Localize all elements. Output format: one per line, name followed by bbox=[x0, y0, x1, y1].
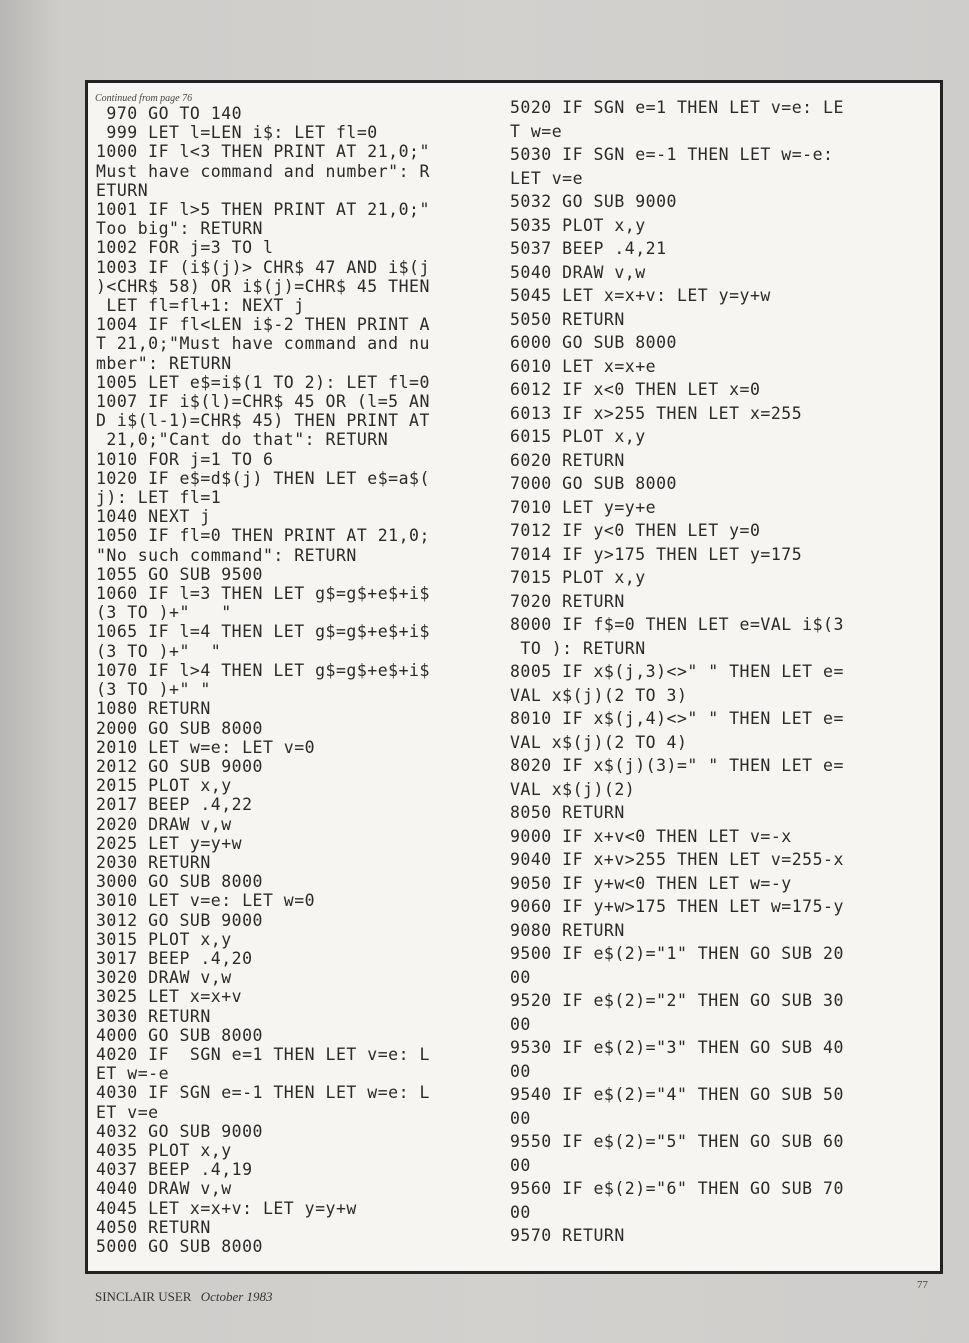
code-line: 9560 IF e$(2)="6" THEN GO SUB 70 bbox=[510, 1179, 844, 1198]
code-line: 1040 NEXT j bbox=[96, 507, 211, 527]
code-line: 6010 LET x=x+e bbox=[510, 356, 657, 376]
code-line: 5000 GO SUB 8000 bbox=[96, 1236, 263, 1256]
code-line: mber": RETURN bbox=[96, 353, 232, 373]
code-line: (3 TO )+" " bbox=[96, 603, 232, 623]
code-line: 2020 DRAW v,w bbox=[96, 814, 232, 834]
code-line: 9570 RETURN bbox=[510, 1226, 625, 1245]
code-line: 1000 IF l<3 THEN PRINT AT 21,0;" bbox=[96, 142, 430, 162]
code-line: 9080 RETURN bbox=[510, 920, 625, 940]
code-line: 2025 LET y=y+w bbox=[96, 833, 243, 853]
code-line: 3000 GO SUB 8000 bbox=[96, 872, 263, 892]
code-line: 1065 IF l=4 THEN LET g$=g$+e$+i$ bbox=[96, 622, 430, 642]
code-line: 2030 RETURN bbox=[96, 852, 211, 872]
code-line: 1055 GO SUB 9500 bbox=[96, 564, 263, 584]
code-line: 2010 LET w=e: LET v=0 bbox=[96, 737, 316, 757]
code-line: 1060 IF l=3 THEN LET g$=g$+e$+i$ bbox=[96, 584, 430, 604]
code-line: 5050 RETURN bbox=[510, 309, 625, 329]
code-line: 6020 RETURN bbox=[510, 450, 625, 470]
code-line: LET fl=fl+1: NEXT j bbox=[96, 296, 305, 316]
code-line: ET w=-e bbox=[96, 1064, 170, 1084]
code-line: 00 bbox=[510, 1202, 531, 1222]
code-line: 4032 GO SUB 9000 bbox=[96, 1121, 263, 1141]
code-line: 1004 IF fl<LEN i$-2 THEN PRINT A bbox=[96, 315, 430, 335]
code-line: 1050 IF fl=0 THEN PRINT AT 21,0; bbox=[96, 526, 430, 546]
code-line: 7014 IF y>175 THEN LET y=175 bbox=[510, 544, 803, 564]
continued-note: Continued from page 76 bbox=[95, 93, 193, 104]
code-line: 9500 IF e$(2)="1" THEN GO SUB 20 bbox=[510, 944, 844, 963]
code-line: VAL x$(j)(2 TO 3) bbox=[510, 685, 688, 705]
code-line: T 21,0;"Must have command and nu bbox=[96, 334, 430, 354]
code-line: 8010 IF x$(j,4)<>" " THEN LET e= bbox=[510, 709, 844, 728]
code-line: 9520 IF e$(2)="2" THEN GO SUB 30 bbox=[510, 991, 844, 1010]
code-line: 00 bbox=[510, 1061, 531, 1081]
code-line: 1020 IF e$=d$(j) THEN LET e$=a$( bbox=[96, 468, 430, 488]
code-line: 8000 IF f$=0 THEN LET e=VAL i$(3 bbox=[510, 615, 844, 634]
code-line: 4035 PLOT x,y bbox=[96, 1140, 232, 1160]
code-line: 1070 IF l>4 THEN LET g$=g$+e$+i$ bbox=[96, 660, 430, 680]
code-line: 5037 BEEP .4,21 bbox=[510, 239, 667, 258]
code-line: 1010 FOR j=1 TO 6 bbox=[96, 449, 274, 469]
code-line: 9040 IF x+v>255 THEN LET v=255-x bbox=[510, 850, 844, 869]
code-line: 7010 LET y=y+e bbox=[510, 497, 657, 517]
code-line: 5040 DRAW v,w bbox=[510, 262, 646, 282]
code-line: 6013 IF x>255 THEN LET x=255 bbox=[510, 403, 803, 423]
code-line: 4020 IF SGN e=1 THEN LET v=e: L bbox=[96, 1044, 430, 1064]
code-line: 2017 BEEP .4,22 bbox=[96, 795, 253, 815]
code-line: 00 bbox=[510, 1014, 531, 1034]
page-number: 77 bbox=[917, 1279, 928, 1291]
code-line: VAL x$(j)(2) bbox=[510, 779, 636, 799]
code-line: 3015 PLOT x,y bbox=[96, 929, 232, 949]
code-line: 5030 IF SGN e=-1 THEN LET w=-e: bbox=[510, 145, 834, 164]
code-line: 1080 RETURN bbox=[96, 699, 211, 719]
code-line: 2012 GO SUB 9000 bbox=[96, 756, 263, 776]
code-line: 7000 GO SUB 8000 bbox=[510, 474, 677, 493]
code-line: 00 bbox=[510, 967, 531, 987]
code-line: 4037 BEEP .4,19 bbox=[96, 1160, 253, 1180]
code-line: 4040 DRAW v,w bbox=[96, 1179, 232, 1199]
code-line: 4050 RETURN bbox=[96, 1217, 211, 1237]
code-line: Too big": RETURN bbox=[96, 219, 263, 239]
code-line: 8020 IF x$(j)(3)=" " THEN LET e= bbox=[510, 756, 844, 775]
code-line: ET v=e bbox=[96, 1102, 159, 1122]
code-line: ETURN bbox=[96, 180, 149, 200]
code-line: 5032 GO SUB 9000 bbox=[510, 192, 677, 211]
code-line: 9530 IF e$(2)="3" THEN GO SUB 40 bbox=[510, 1038, 844, 1057]
code-line: 8050 RETURN bbox=[510, 803, 625, 822]
code-line: 4030 IF SGN e=-1 THEN LET w=e: L bbox=[96, 1083, 430, 1103]
code-line: j): LET fl=1 bbox=[96, 488, 222, 508]
magazine-name: SINCLAIR USER bbox=[95, 1289, 192, 1304]
code-line: 3020 DRAW v,w bbox=[96, 968, 232, 988]
code-line: 4045 LET x=x+v: LET y=y+w bbox=[96, 1198, 357, 1218]
code-line: LET v=e bbox=[510, 168, 584, 188]
code-line: 1001 IF l>5 THEN PRINT AT 21,0;" bbox=[96, 200, 430, 220]
code-line: 1007 IF i$(l)=CHR$ 45 OR (l=5 AN bbox=[96, 392, 430, 412]
code-line: )<CHR$ 58) OR i$(j)=CHR$ 45 THEN bbox=[96, 276, 430, 296]
code-line: 3030 RETURN bbox=[96, 1006, 211, 1026]
issue-date: October 1983 bbox=[200, 1289, 273, 1304]
code-line: 5020 IF SGN e=1 THEN LET v=e: LE bbox=[510, 98, 844, 117]
code-line: 970 GO TO 140 bbox=[96, 104, 243, 123]
code-line: 00 bbox=[510, 1108, 531, 1128]
code-line: 3012 GO SUB 9000 bbox=[96, 910, 263, 930]
code-line: 2000 GO SUB 8000 bbox=[96, 718, 263, 738]
code-line: 9050 IF y+w<0 THEN LET w=-y bbox=[510, 873, 792, 893]
code-line: 3017 BEEP .4,20 bbox=[96, 948, 253, 968]
code-line: 3010 LET v=e: LET w=0 bbox=[96, 891, 316, 911]
code-line: TO ): RETURN bbox=[510, 638, 646, 658]
code-line: D i$(l-1)=CHR$ 45) THEN PRINT AT bbox=[96, 411, 430, 431]
code-line: 5035 PLOT x,y bbox=[510, 215, 646, 235]
code-line: 21,0;"Cant do that": RETURN bbox=[96, 430, 389, 450]
code-line: 9000 IF x+v<0 THEN LET v=-x bbox=[510, 826, 792, 846]
code-line: T w=e bbox=[510, 121, 563, 141]
listing-right-column bbox=[510, 96, 930, 1248]
code-line: 9060 IF y+w>175 THEN LET w=175-y bbox=[510, 897, 844, 916]
code-line: VAL x$(j)(2 TO 4) bbox=[510, 732, 688, 752]
code-line: 6015 PLOT x,y bbox=[510, 427, 646, 446]
code-line: 1002 FOR j=3 TO l bbox=[96, 238, 274, 258]
code-line: 7020 RETURN bbox=[510, 591, 625, 611]
code-line: (3 TO )+" " bbox=[96, 641, 222, 661]
code-line: 4000 GO SUB 8000 bbox=[96, 1025, 263, 1045]
code-line: (3 TO )+" " bbox=[96, 680, 211, 700]
code-line: 8005 IF x$(j,3)<>" " THEN LET e= bbox=[510, 662, 844, 681]
code-line: 6012 IF x<0 THEN LET x=0 bbox=[510, 380, 761, 399]
code-line: 7012 IF y<0 THEN LET y=0 bbox=[510, 521, 761, 540]
page-footer bbox=[95, 1289, 273, 1305]
code-line: 2015 PLOT x,y bbox=[96, 776, 232, 796]
code-line: 6000 GO SUB 8000 bbox=[510, 333, 677, 352]
code-line: 00 bbox=[510, 1155, 531, 1175]
code-line: "No such command": RETURN bbox=[96, 545, 357, 565]
code-line: 9550 IF e$(2)="5" THEN GO SUB 60 bbox=[510, 1132, 844, 1151]
code-line: 7015 PLOT x,y bbox=[510, 568, 646, 587]
code-line: 9540 IF e$(2)="4" THEN GO SUB 50 bbox=[510, 1085, 844, 1104]
code-line: 1003 IF (i$(j)> CHR$ 47 AND i$(j bbox=[96, 257, 430, 277]
code-line: 999 LET l=LEN i$: LET fl=0 bbox=[96, 123, 378, 143]
code-line: 3025 LET x=x+v bbox=[96, 987, 243, 1007]
code-line: 1005 LET e$=i$(1 TO 2): LET fl=0 bbox=[96, 372, 430, 392]
code-line: Must have command and number": R bbox=[96, 161, 430, 181]
listing-left-column bbox=[96, 104, 496, 1256]
code-line: 5045 LET x=x+v: LET y=y+w bbox=[510, 286, 771, 305]
